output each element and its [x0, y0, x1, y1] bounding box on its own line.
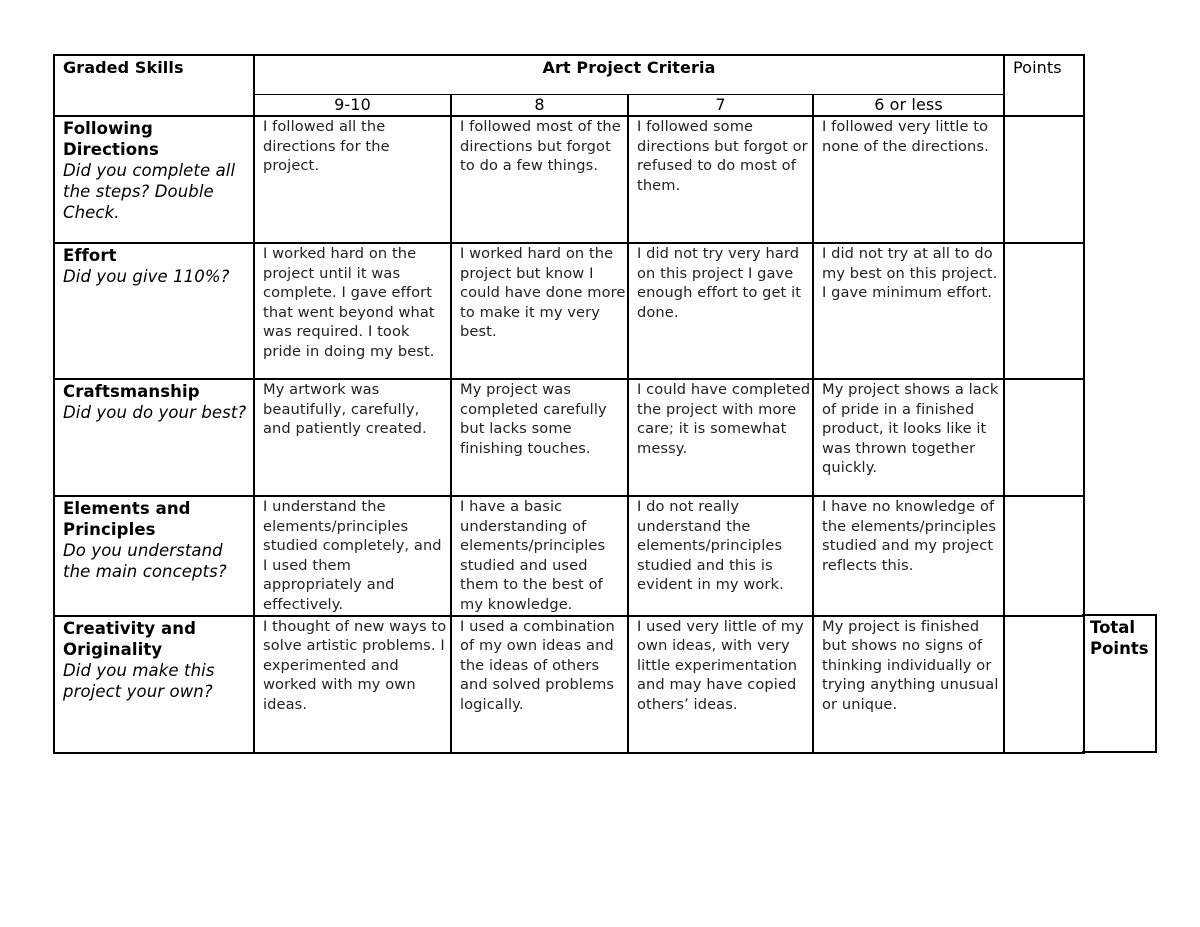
- points-cell[interactable]: [1004, 243, 1084, 379]
- score-level-6-or-less: 6 or less: [813, 94, 1004, 116]
- skill-cell: [54, 496, 254, 616]
- skill-title: Craftsmanship: [63, 382, 200, 401]
- descriptor-8: I followed most of the directions but forgot to do a few things.: [451, 116, 628, 243]
- score-level-7: 7: [628, 94, 813, 116]
- descriptor-9-10: I understand the elements/principles studied completely, and I used them appropriately and effectively.: [254, 496, 451, 616]
- descriptor-7: I did not try very hard on this project I gave enough effort to get it done.: [628, 243, 813, 379]
- skill-question: Did you complete all the steps? Double Check.: [63, 161, 236, 222]
- descriptor-8: I have a basic understanding of elements/principles studied and used them to the best of my knowledge.: [451, 496, 628, 616]
- points-cell[interactable]: [1004, 379, 1084, 496]
- points-cell[interactable]: [1004, 116, 1084, 243]
- criteria-header: Art Project Criteria: [254, 55, 1004, 94]
- skill-title: Following Directions: [63, 119, 159, 159]
- skill-title: Effort: [63, 246, 117, 265]
- descriptor-7: I do not really understand the elements/principles studied and this is evident in my work.: [628, 496, 813, 616]
- skill-cell: [54, 243, 254, 379]
- rubric-row-following-directions: [54, 116, 1084, 243]
- points-header: Points: [1004, 55, 1084, 116]
- total-points-label: Total Points: [1090, 618, 1149, 658]
- points-cell[interactable]: [1004, 616, 1084, 753]
- graded-skills-header: Graded Skills: [54, 55, 254, 116]
- skill-question: Did you make this project your own?: [63, 660, 215, 701]
- descriptor-7: I used very little of my own ideas, with very little experimentation and may have copied others’ ideas.: [628, 616, 813, 753]
- score-level-9-10: 9-10: [254, 94, 451, 116]
- rubric-row-elements-and-principles: [54, 496, 1084, 616]
- skill-title: Creativity and Originality: [63, 618, 197, 659]
- skill-question: Do you understand the main concepts?: [63, 541, 227, 581]
- points-cell[interactable]: [1004, 496, 1084, 616]
- rubric-row-creativity-and-originality: [54, 616, 1084, 753]
- descriptor-6-or-less: I followed very little to none of the directions.: [813, 116, 1004, 243]
- descriptor-8: I worked hard on the project but know I could have done more to make it my very best.: [451, 243, 628, 379]
- skill-title: Elements and Principles: [63, 499, 191, 539]
- skill-question: Did you do your best?: [63, 403, 247, 422]
- skill-cell: [54, 116, 254, 243]
- score-level-8: 8: [451, 94, 628, 116]
- descriptor-6-or-less: I have no knowledge of the elements/principles studied and my project reflects this.: [813, 496, 1004, 616]
- skill-cell: [54, 616, 254, 753]
- descriptor-9-10: I thought of new ways to solve artistic problems. I experimented and worked with my own ideas.: [254, 616, 451, 753]
- rubric-row-craftsmanship: [54, 379, 1084, 496]
- skill-cell: [54, 379, 254, 496]
- total-points-box[interactable]: [1082, 614, 1157, 753]
- descriptor-6-or-less: My project is finished but shows no signs of thinking individually or trying anything unusual or unique.: [813, 616, 1004, 753]
- descriptor-6-or-less: My project shows a lack of pride in a finished product, it looks like it was thrown together quickly.: [813, 379, 1004, 496]
- rubric-table: [53, 54, 1085, 754]
- descriptor-7: I followed some directions but forgot or refused to do most of them.: [628, 116, 813, 243]
- descriptor-7: I could have completed the project with more care; it is somewhat messy.: [628, 379, 813, 496]
- rubric-row-effort: [54, 243, 1084, 379]
- descriptor-9-10: I worked hard on the project until it was complete. I gave effort that went beyond what was required. I took pride in doing my best.: [254, 243, 451, 379]
- skill-question: Did you give 110%?: [63, 267, 230, 286]
- descriptor-9-10: I followed all the directions for the project.: [254, 116, 451, 243]
- descriptor-8: I used a combination of my own ideas and the ideas of others and solved problems logically.: [451, 616, 628, 753]
- descriptor-8: My project was completed carefully but lacks some finishing touches.: [451, 379, 628, 496]
- descriptor-6-or-less: I did not try at all to do my best on this project. I gave minimum effort.: [813, 243, 1004, 379]
- descriptor-9-10: My artwork was beautifully, carefully, and patiently created.: [254, 379, 451, 496]
